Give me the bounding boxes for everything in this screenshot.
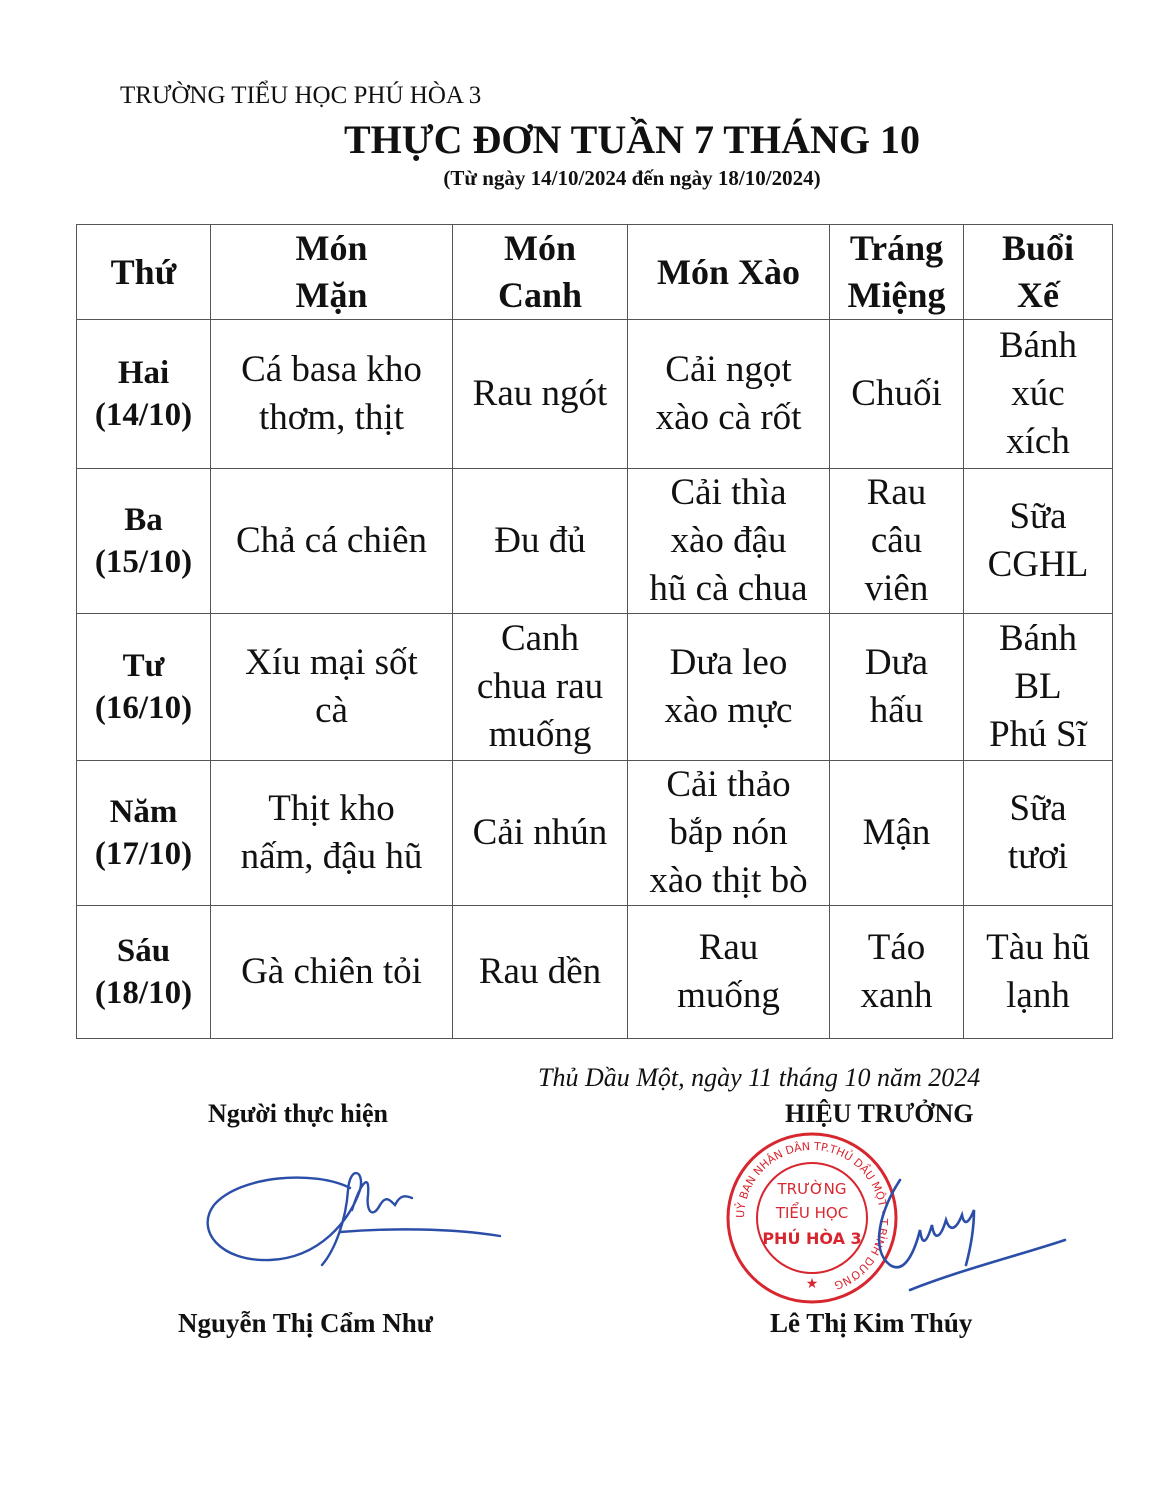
cell-day: Tư (16/10)	[77, 614, 211, 761]
principal-signature	[870, 1170, 1070, 1300]
cell-dessert: Chuối	[830, 320, 964, 469]
table-row	[77, 469, 1113, 614]
header-soup: Món Canh	[453, 225, 628, 320]
cell-stir-fry: Dưa leo xào mực	[628, 614, 830, 761]
principal-name: Lê Thị Kim Thúy	[770, 1308, 973, 1338]
cell-main-dish: Cá basa kho thơm, thịt	[211, 320, 453, 469]
preparer-role: Người thực hiện	[208, 1099, 388, 1128]
cell-soup: Cải nhún	[453, 761, 628, 906]
cell-snack: Bánh BL Phú Sĩ	[964, 614, 1113, 761]
svg-text:UỶ BAN NHÂN DÂN TP.THỦ DẦU MỘT: UỶ BAN NHÂN DÂN TP.THỦ DẦU MỘT - T.BÌNH DƯƠNG	[733, 1139, 891, 1292]
cell-stir-fry: Cải ngọt xào cà rốt	[628, 320, 830, 469]
cell-day: Ba (15/10)	[77, 469, 211, 614]
table-row	[77, 906, 1113, 1039]
svg-text:★: ★	[805, 1277, 819, 1292]
page-title: THỰC ĐƠN TUẦN 7 THÁNG 10	[344, 117, 920, 162]
svg-text:TIỂU HỌC: TIỂU HỌC	[775, 1204, 849, 1222]
cell-soup: Đu đủ	[453, 469, 628, 614]
cell-main-dish: Thịt kho nấm, đậu hũ	[211, 761, 453, 906]
preparer-signature	[200, 1150, 510, 1280]
cell-day: Sáu (18/10)	[77, 906, 211, 1039]
cell-stir-fry: Cải thảo bắp nón xào thịt bò	[628, 761, 830, 906]
svg-text:PHÚ HÒA 3: PHÚ HÒA 3	[762, 1229, 862, 1248]
header-snack: Buổi Xế	[964, 225, 1113, 320]
cell-day: Năm (17/10)	[77, 761, 211, 906]
cell-stir-fry: Cải thìa xào đậu hũ cà chua	[628, 469, 830, 614]
cell-main-dish: Gà chiên tỏi	[211, 906, 453, 1039]
table-row	[77, 614, 1113, 761]
table-header-row	[77, 225, 1113, 320]
cell-snack: Sữa tươi	[964, 761, 1113, 906]
cell-dessert: Mận	[830, 761, 964, 906]
table-row	[77, 320, 1113, 469]
cell-snack: Tàu hũ lạnh	[964, 906, 1113, 1039]
cell-day: Hai (14/10)	[77, 320, 211, 469]
place-date: Thủ Dầu Một, ngày 11 tháng 10 năm 2024	[538, 1063, 981, 1092]
cell-soup: Canh chua rau muống	[453, 614, 628, 761]
principal-role: HIỆU TRƯỞNG	[785, 1099, 974, 1128]
cell-dessert: Rau câu viên	[830, 469, 964, 614]
svg-text:TRƯỜNG: TRƯỜNG	[777, 1180, 847, 1198]
date-range: (Từ ngày 14/10/2024 đến ngày 18/10/2024)	[443, 166, 821, 190]
header-stir-fry: Món Xào	[628, 225, 830, 320]
menu-table	[76, 224, 1113, 1039]
table-row	[77, 761, 1113, 906]
cell-snack: Bánh xúc xích	[964, 320, 1113, 469]
cell-main-dish: Xíu mại sốt cà	[211, 614, 453, 761]
header-day: Thứ	[77, 225, 211, 320]
cell-snack: Sữa CGHL	[964, 469, 1113, 614]
cell-main-dish: Chả cá chiên	[211, 469, 453, 614]
cell-dessert: Dưa hấu	[830, 614, 964, 761]
preparer-name: Nguyễn Thị Cẩm Như	[178, 1308, 434, 1338]
cell-stir-fry: Rau muống	[628, 906, 830, 1039]
cell-dessert: Táo xanh	[830, 906, 964, 1039]
header-main-dish: Món Mặn	[211, 225, 453, 320]
cell-soup: Rau ngót	[453, 320, 628, 469]
header-dessert: Tráng Miệng	[830, 225, 964, 320]
cell-soup: Rau dền	[453, 906, 628, 1039]
school-name: TRƯỜNG TIỂU HỌC PHÚ HÒA 3	[120, 82, 482, 109]
